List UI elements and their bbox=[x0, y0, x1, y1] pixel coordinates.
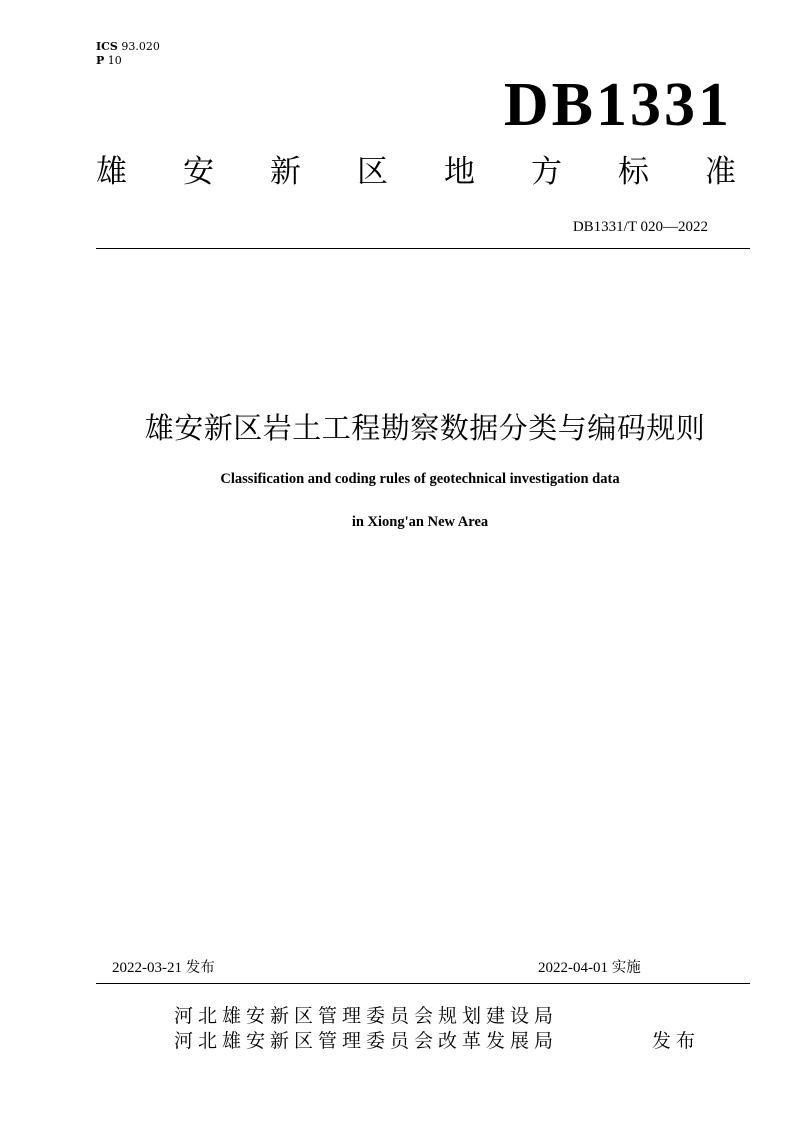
issuer-line1: 河北雄安新区管理委员会规划建设局 bbox=[174, 1005, 559, 1027]
ics-value: 93.020 bbox=[121, 40, 160, 53]
standard-type-char: 新 bbox=[270, 154, 301, 190]
ccs-label: P bbox=[96, 54, 105, 67]
standard-code: DB1331 bbox=[503, 71, 732, 139]
ics-label: ICS bbox=[96, 40, 118, 53]
standard-type-char: 雄 bbox=[96, 154, 127, 190]
issue-word: 发布 bbox=[652, 1030, 701, 1052]
issuer-line2: 河北雄安新区管理委员会改革发展局 bbox=[174, 1030, 559, 1052]
standard-number: DB1331/T 020—2022 bbox=[572, 219, 708, 235]
standard-type bbox=[96, 152, 736, 192]
ccs-value: 10 bbox=[107, 54, 122, 67]
title-chinese: 雄安新区岩土工程勘察数据分类与编码规则 bbox=[144, 411, 706, 445]
standard-type-char: 地 bbox=[444, 154, 475, 190]
header-divider bbox=[96, 248, 750, 249]
ccs-classification bbox=[96, 54, 122, 68]
standard-type-char: 安 bbox=[183, 154, 214, 190]
issue-date-block bbox=[112, 958, 215, 978]
implement-date: 2022-04-01 bbox=[538, 960, 608, 976]
standard-type-char: 方 bbox=[531, 154, 562, 190]
footer-divider bbox=[96, 983, 750, 984]
standard-type-char: 区 bbox=[357, 154, 388, 190]
issue-date: 2022-03-21 bbox=[112, 960, 182, 976]
issue-label: 发布 bbox=[185, 960, 215, 976]
ics-classification bbox=[96, 40, 160, 54]
implement-label: 实施 bbox=[611, 960, 641, 976]
standard-type-char: 标 bbox=[618, 154, 649, 190]
standard-type-char: 准 bbox=[705, 154, 736, 190]
title-english-line2: in Xiong'an New Area bbox=[351, 514, 489, 530]
title-english-line1: Classification and coding rules of geotechnical investigation data bbox=[220, 471, 620, 487]
implement-date-block bbox=[538, 958, 641, 978]
